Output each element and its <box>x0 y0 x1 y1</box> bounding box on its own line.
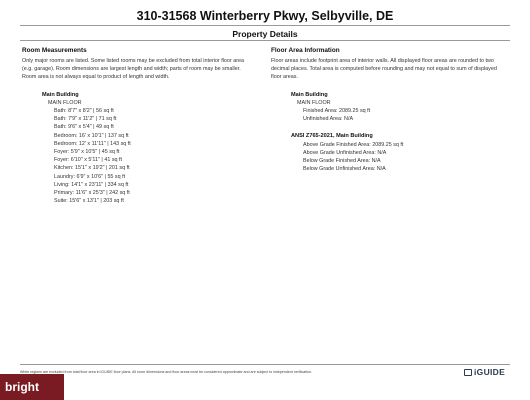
page-title: 310-31568 Winterberry Pkwy, Selbyville, DE <box>136 9 394 23</box>
floor-name: MAIN FLOOR <box>297 99 331 106</box>
room-item: Bath: 9'6" x 5'4" | 49 sq ft <box>54 124 114 131</box>
floor-area-section <box>271 47 511 173</box>
building-name: Main Building <box>291 91 328 98</box>
note-line: decimal places. Total area is computed before rounding and may not equal to sum of displayed <box>271 66 497 73</box>
top-divider <box>20 25 510 26</box>
ansi-item: Below Grade Finished Area: N/A <box>303 158 381 165</box>
ansi-item: Below Grade Unfinished Area: N/A <box>303 166 386 173</box>
footer-divider <box>20 364 510 365</box>
page-subtitle: Property Details <box>232 29 298 39</box>
room-item: Suite: 15'6" x 13'1" | 203 sq ft <box>54 198 124 205</box>
subtitle-divider <box>20 40 510 41</box>
room-item: Bedroom: 12' x 11'11" | 143 sq ft <box>54 140 131 147</box>
room-item: Kitchen: 15'1" x 19'2" | 201 sq ft <box>54 165 130 172</box>
floor-area-heading: Floor Area Information <box>271 47 340 54</box>
room-item: Foyer: 6'10" x 5'11" | 41 sq ft <box>54 157 123 164</box>
note-line: floor areas. <box>271 74 298 81</box>
room-item: Bath: 7'9" x 11'2" | 71 sq ft <box>54 116 117 123</box>
room-measurements-note <box>22 57 262 82</box>
room-measurements-heading: Room Measurements <box>22 47 87 54</box>
ansi-item: Above Grade Finished Area: 2089.25 sq ft <box>303 141 404 148</box>
iguide-logo <box>464 367 505 377</box>
ansi-heading: ANSI Z765-2021, Main Building <box>291 133 373 140</box>
finished-area: Finished Area: 2089.25 sq ft <box>303 108 371 115</box>
room-item: Primary: 11'6" x 25'3" | 242 sq ft <box>54 190 130 197</box>
bright-brand-logo: bright <box>0 374 64 400</box>
note-line: Floor areas include footprint area of interior walls. All displayed floor areas are rounded to two <box>271 58 494 64</box>
room-item: Bedroom: 16' x 10'1" | 137 sq ft <box>54 132 129 139</box>
ansi-item: Above Grade Unfinished Area: N/A <box>303 149 387 156</box>
iguide-mark-icon <box>464 369 472 376</box>
ansi-list <box>271 141 511 174</box>
room-item: Foyer: 5'9" x 10'5" | 45 sq ft <box>54 149 120 156</box>
note-line: Only major rooms are listed. Some listed rooms may be excluded from total interior floor area <box>22 58 245 64</box>
note-line: Room area is not always equal to product of length and width. <box>22 74 170 81</box>
building-name: Main Building <box>42 91 79 98</box>
room-measurements-section <box>22 47 262 205</box>
footer-disclaimer: White regions are excluded from total floor area in iGUIDE floor plans. All room dimensions and floor areas must be considered approximate and are subject to independent verification. <box>20 370 313 374</box>
room-item: Living: 14'1" x 23'11" | 334 sq ft <box>54 181 129 188</box>
room-list <box>22 107 262 205</box>
floor-name: MAIN FLOOR <box>48 99 82 106</box>
unfinished-area: Unfinished Area: N/A <box>303 116 354 123</box>
note-line: (e.g. garage). Room dimensions are largest length and width; parts of room may be smaller. <box>22 66 241 73</box>
iguide-logo-text: iGUIDE <box>474 367 506 377</box>
floor-area-note <box>271 57 511 82</box>
room-item: Bath: 8'7" x 8'2" | 56 sq ft <box>54 108 114 115</box>
room-item: Laundry: 6'9" x 10'6" | 55 sq ft <box>54 173 126 180</box>
